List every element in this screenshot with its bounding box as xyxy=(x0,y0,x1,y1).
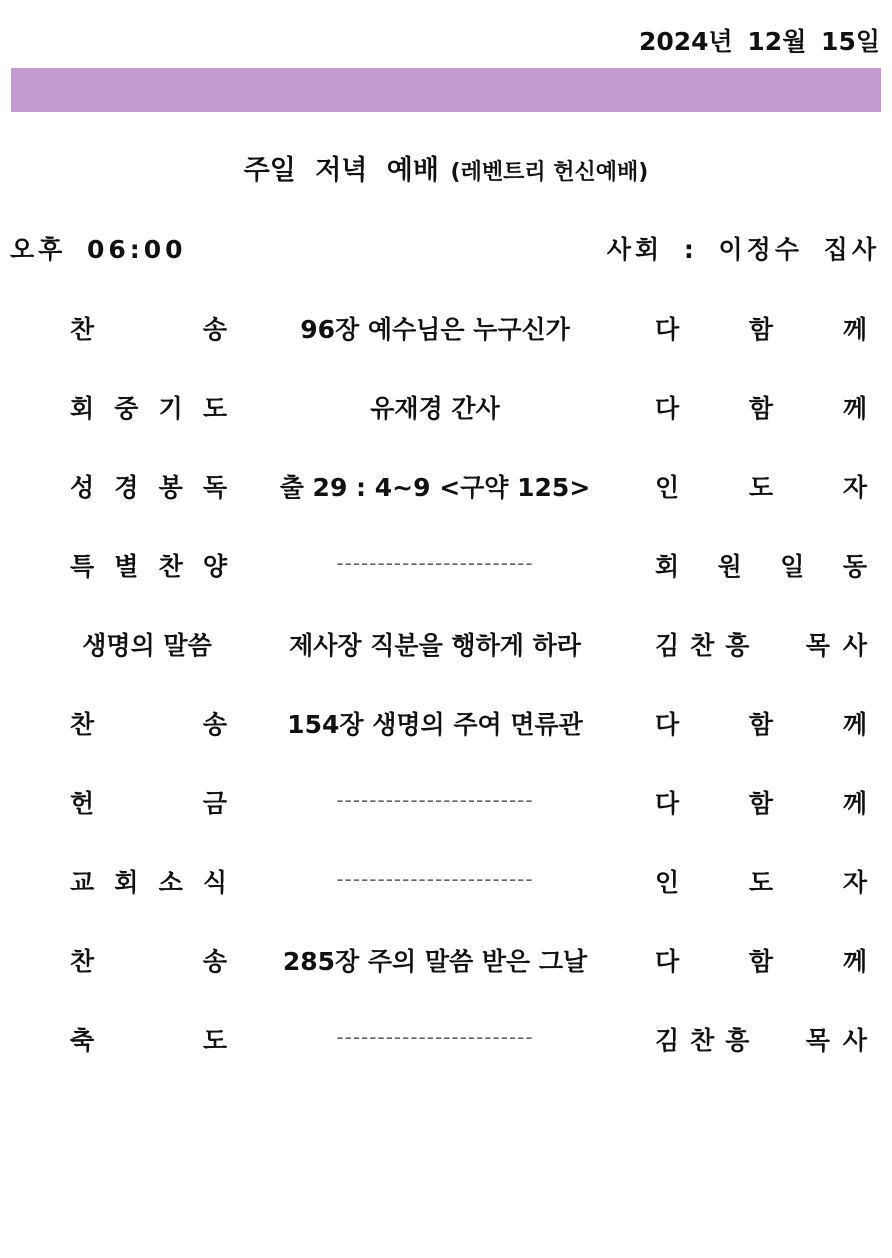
order-item-label: 찬 송 xyxy=(70,710,227,739)
order-row xyxy=(0,922,892,1001)
order-item-leader: 김찬흥 목사 xyxy=(655,631,880,660)
order-item-content: 출 29 : 4~9 <구약 125> xyxy=(279,473,591,502)
service-time: 오후 06:00 xyxy=(10,235,187,264)
service-date: 2024년 12월 15일 xyxy=(638,27,880,56)
order-item-content: ------------------------ xyxy=(336,1025,534,1049)
order-item-leader: 회 원 일 동 xyxy=(655,552,867,581)
order-item-leader: 다 함 께 xyxy=(655,947,867,976)
order-item-label: 특 별 찬 양 xyxy=(70,552,227,581)
order-item-leader: 김찬흥 목사 xyxy=(655,1026,880,1055)
order-row xyxy=(0,527,892,606)
service-subtitle: (레벤트리 헌신예배) xyxy=(450,160,649,185)
order-item-content: ------------------------ xyxy=(336,788,534,812)
order-row xyxy=(0,448,892,527)
order-item-content: 유재경 간사 xyxy=(370,394,500,423)
order-item-content: 285장 주의 말씀 받은 그날 xyxy=(282,947,588,976)
service-title-main: 주일 저녁 예배 xyxy=(243,155,439,186)
order-row xyxy=(0,764,892,843)
order-item-leader: 다 함 께 xyxy=(655,315,867,344)
order-item-content: ------------------------ xyxy=(336,867,534,891)
order-item-label: 성 경 봉 독 xyxy=(70,473,227,502)
order-item-leader: 다 함 께 xyxy=(655,710,867,739)
order-item-content: 제사장 직분을 행하게 하라 xyxy=(289,631,581,660)
order-item-label: 교 회 소 식 xyxy=(70,868,227,897)
order-row xyxy=(0,369,892,448)
order-item-leader: 다 함 께 xyxy=(655,394,867,423)
order-item-leader: 인 도 자 xyxy=(655,868,867,897)
order-item-content: ------------------------ xyxy=(336,551,534,575)
order-row xyxy=(0,843,892,922)
order-row xyxy=(0,290,892,369)
order-item-content: 154장 생명의 주여 면류관 xyxy=(287,710,583,739)
order-of-worship xyxy=(0,290,892,1080)
order-item-content: 96장 예수님은 누구신가 xyxy=(300,315,570,344)
order-item-label: 헌 금 xyxy=(70,789,227,818)
header-band xyxy=(11,68,881,112)
order-item-label: 축 도 xyxy=(70,1026,227,1055)
order-item-label: 찬 송 xyxy=(70,947,227,976)
order-item-label: 회 중 기 도 xyxy=(70,394,227,423)
order-item-label: 찬 송 xyxy=(70,315,227,344)
service-presider: 사회 : 이정수 집사 xyxy=(606,235,880,264)
order-item-label: 생명의 말씀 xyxy=(82,631,212,660)
order-row xyxy=(0,606,892,685)
order-row xyxy=(0,1001,892,1080)
service-title xyxy=(0,148,892,187)
order-row xyxy=(0,685,892,764)
order-item-leader: 인 도 자 xyxy=(655,473,867,502)
order-item-leader: 다 함 께 xyxy=(655,789,867,818)
